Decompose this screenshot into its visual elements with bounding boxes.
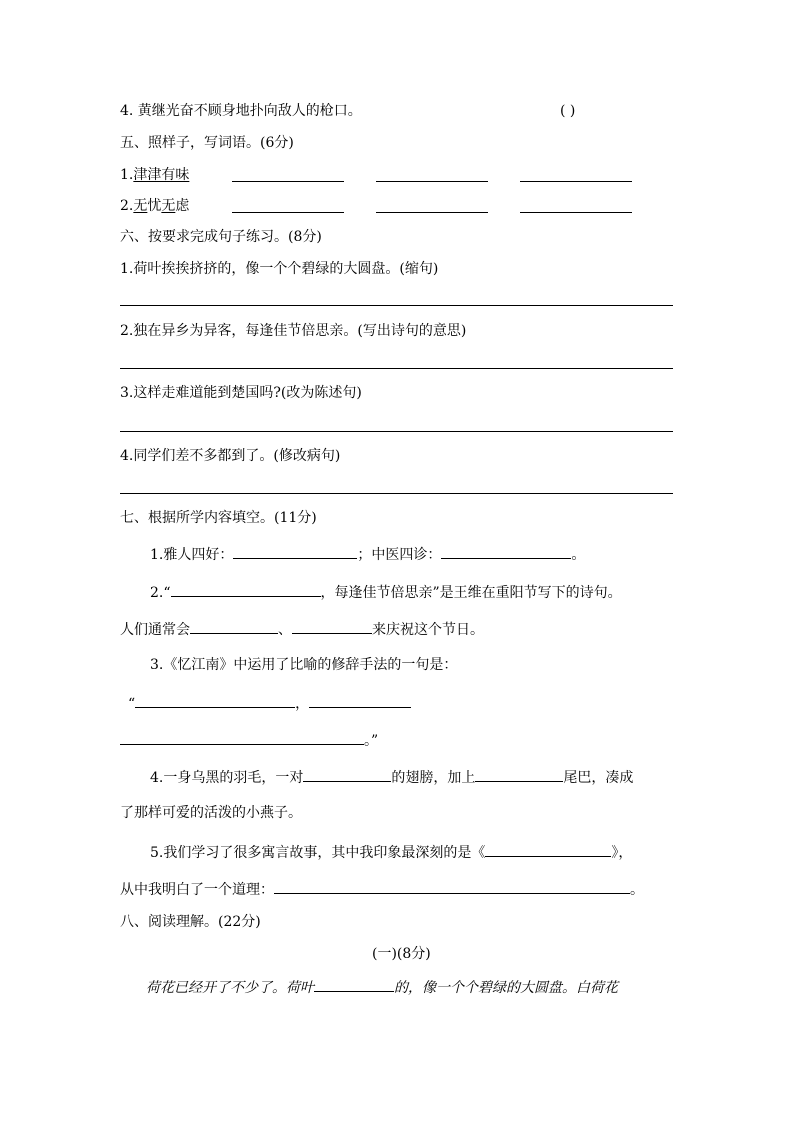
sec7-q5-part-a: 5.我们学习了很多寓言故事，其中我印象最深刻的是《 bbox=[150, 845, 486, 861]
sec6-item-4: 4.同学们差不多都到了。(修改病句) bbox=[120, 448, 341, 464]
sec7-q5-blank-2[interactable] bbox=[274, 879, 630, 894]
sec7-q4 bbox=[150, 767, 633, 787]
sec7-q1-blank-1[interactable] bbox=[233, 544, 357, 559]
sec7-q3-blank-1[interactable] bbox=[135, 693, 295, 708]
section-8-title: 八、阅读理解。(22分) bbox=[120, 914, 261, 930]
sec5-item-2-u1: 无 bbox=[133, 198, 148, 214]
sec7-q2-part-a: 2.“ bbox=[150, 585, 171, 601]
sec8-subtitle: (一)(8分) bbox=[372, 946, 431, 962]
sec7-q3-line-3 bbox=[120, 730, 378, 750]
sec7-q2 bbox=[150, 582, 622, 602]
question-4-text: 4. 黄继光奋不顾身地扑向敌人的枪口。 bbox=[120, 103, 362, 119]
sec7-q2-part-d: 、 bbox=[278, 622, 292, 638]
sec7-q4-part-b: 的翅膀，加上 bbox=[391, 770, 476, 786]
sec7-q4-part-a: 4.一身乌黑的羽毛，一对 bbox=[150, 770, 304, 786]
sec7-q5-line-2 bbox=[120, 879, 644, 899]
sec7-q1-blank-2[interactable] bbox=[441, 544, 571, 559]
sec8-passage-part-a: 荷花已经开了不少了。荷叶 bbox=[146, 980, 314, 996]
sec5-item-2-m2: 虑 bbox=[175, 198, 190, 214]
sec5-item-1-blank-2[interactable] bbox=[376, 181, 488, 182]
sec5-item-2-blank-1[interactable] bbox=[232, 212, 344, 213]
sec5-item-2 bbox=[120, 197, 189, 215]
sec5-item-1-num: 1. bbox=[120, 167, 134, 183]
sec7-q5-part-b: 》， bbox=[611, 845, 633, 861]
section-5-title: 五、照样子，写词语。(6分) bbox=[120, 135, 294, 151]
sec8-passage-blank-1[interactable] bbox=[314, 977, 394, 992]
sec8-passage-line-1 bbox=[146, 977, 618, 997]
sec7-q3-line-2 bbox=[128, 693, 411, 713]
sec7-q4-line-2: 了那样可爱的活泼的小燕子。 bbox=[120, 805, 302, 821]
sec5-item-2-u2: 无 bbox=[161, 198, 176, 214]
question-4 bbox=[120, 102, 362, 120]
sec6-item-4-answer-line[interactable] bbox=[120, 493, 673, 494]
sec7-q1-part-b: ；中医四诊： bbox=[357, 547, 442, 563]
sec7-q3-close: 。” bbox=[364, 733, 379, 749]
sec7-q2-blank-1[interactable] bbox=[171, 582, 321, 597]
sec7-q3-comma: ， bbox=[295, 696, 310, 712]
sec7-q4-part-c: 尾巴，凑成 bbox=[563, 770, 634, 786]
sec7-q2-line-2 bbox=[120, 619, 484, 639]
sec5-item-1-word: 津津有味 bbox=[133, 167, 190, 183]
sec7-q2-blank-3[interactable] bbox=[292, 619, 372, 634]
sec7-q3: 3.《忆江南》中运用了比喻的修辞手法的一句是： bbox=[150, 657, 458, 673]
sec7-q5-part-c: 从中我明白了一个道理： bbox=[120, 882, 274, 898]
section-7-title: 七、根据所学内容填空。(11分) bbox=[120, 510, 317, 526]
sec7-q5 bbox=[150, 842, 632, 862]
sec8-passage-part-b: 的，像一个个碧绿的大圆盘。白荷花 bbox=[394, 980, 618, 996]
sec6-item-2: 2.独在异乡为异客，每逢佳节倍思亲。(写出诗句的意思) bbox=[120, 323, 467, 339]
sec7-q5-part-d: 。 bbox=[630, 882, 644, 898]
sec7-q3-open-quote: “ bbox=[128, 696, 136, 712]
sec7-q1 bbox=[150, 544, 585, 564]
sec7-q4-blank-2[interactable] bbox=[475, 767, 563, 782]
sec5-item-1 bbox=[120, 166, 189, 184]
sec5-item-1-blank-3[interactable] bbox=[520, 181, 632, 182]
sec7-q2-blank-2[interactable] bbox=[190, 619, 278, 634]
sec5-item-1-blank-1[interactable] bbox=[232, 181, 344, 182]
sec7-q3-blank-2[interactable] bbox=[309, 693, 411, 708]
sec7-q2-part-b: ，每逢佳节倍思亲”是王维在重阳节写下的诗句。 bbox=[320, 585, 622, 601]
sec6-item-3-answer-line[interactable] bbox=[120, 431, 673, 432]
sec6-item-1: 1.荷叶挨挨挤挤的，像一个个碧绿的大圆盘。(缩句) bbox=[120, 261, 439, 277]
sec7-q2-part-c: 人们通常会 bbox=[120, 622, 190, 638]
section-6-title: 六、按要求完成句子练习。(8分) bbox=[120, 229, 322, 245]
sec7-q2-part-e: 来庆祝这个节日。 bbox=[372, 622, 484, 638]
sec7-q1-part-a: 1.雅人四好： bbox=[150, 547, 234, 563]
sec6-item-1-answer-line[interactable] bbox=[120, 305, 673, 306]
sec7-q5-blank-1[interactable] bbox=[485, 842, 611, 857]
sec5-item-2-num: 2. bbox=[120, 198, 134, 214]
sec6-item-2-answer-line[interactable] bbox=[120, 368, 673, 369]
sec7-q3-blank-3[interactable] bbox=[120, 730, 364, 745]
sec5-item-2-m1: 忧 bbox=[147, 198, 162, 214]
sec5-item-2-blank-2[interactable] bbox=[376, 212, 488, 213]
answer-parentheses[interactable]: ( ) bbox=[560, 103, 576, 119]
sec6-item-3: 3.这样走难道能到楚国吗?(改为陈述句) bbox=[120, 385, 362, 401]
sec7-q1-part-c: 。 bbox=[571, 547, 586, 563]
sec5-item-2-blank-3[interactable] bbox=[520, 212, 632, 213]
sec7-q4-blank-1[interactable] bbox=[303, 767, 391, 782]
